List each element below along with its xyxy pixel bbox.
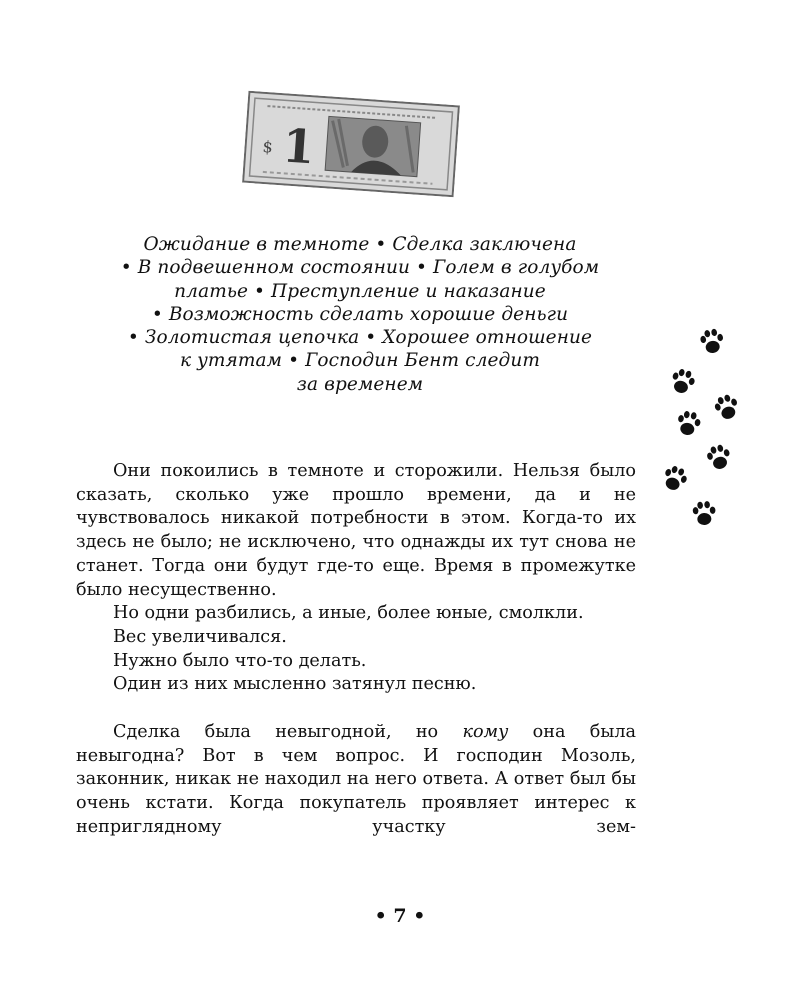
paragraph: Но одни разбились, а иные, более юные, смолкли. [113, 603, 584, 624]
banknote-illustration [242, 91, 460, 198]
contents-line: • Возможность сделать хорошие деньги [151, 303, 569, 325]
paragraph: Вес увеличивался. [113, 626, 287, 647]
page-number: • 7 • [374, 905, 426, 927]
contents-line: за временем [296, 373, 424, 395]
banknote-denomination: 1 [280, 118, 317, 175]
contents-line: • В подвешенном состоянии • Голем в голубом [120, 257, 600, 279]
emphasis: кому [462, 722, 509, 743]
paragraph: Сделка была невыгодной, но кому она была невыгодна? Вот в чем вопрос. И господин Мозоль, законник, никак не находил на него ответа. А ответ был бы очень кстати. Когда покупатель проявляет интерес к неприглядному участку зем- [76, 722, 636, 837]
contents-line: к утятам • Господин Бент следит [179, 350, 541, 372]
paragraph: Один из них мысленно затянул песню. [113, 674, 477, 695]
paw-prints-icon [655, 325, 755, 535]
contents-line: Ожидание в темноте • Сделка заключена [143, 234, 577, 255]
chapter-contents [105, 233, 615, 396]
paragraph: Они покоились в темноте и сторожили. Нельзя было сказать, сколько уже прошло времени, да и не чувствовалось никакой потребности в этом. Когда-то их здесь не было; не исключено, что однажды их тут снова не станет. Тогда они будут где-то еще. Время в промежутке было несущественно. [76, 461, 636, 600]
paragraph: Нужно было что-то делать. [113, 650, 367, 671]
contents-line: платье • Преступление и наказание [174, 280, 546, 302]
contents-line: • Золотистая цепочка • Хорошее отношение [127, 327, 593, 349]
body-text [76, 460, 636, 840]
banknote-currency-mark: $ [261, 136, 274, 157]
